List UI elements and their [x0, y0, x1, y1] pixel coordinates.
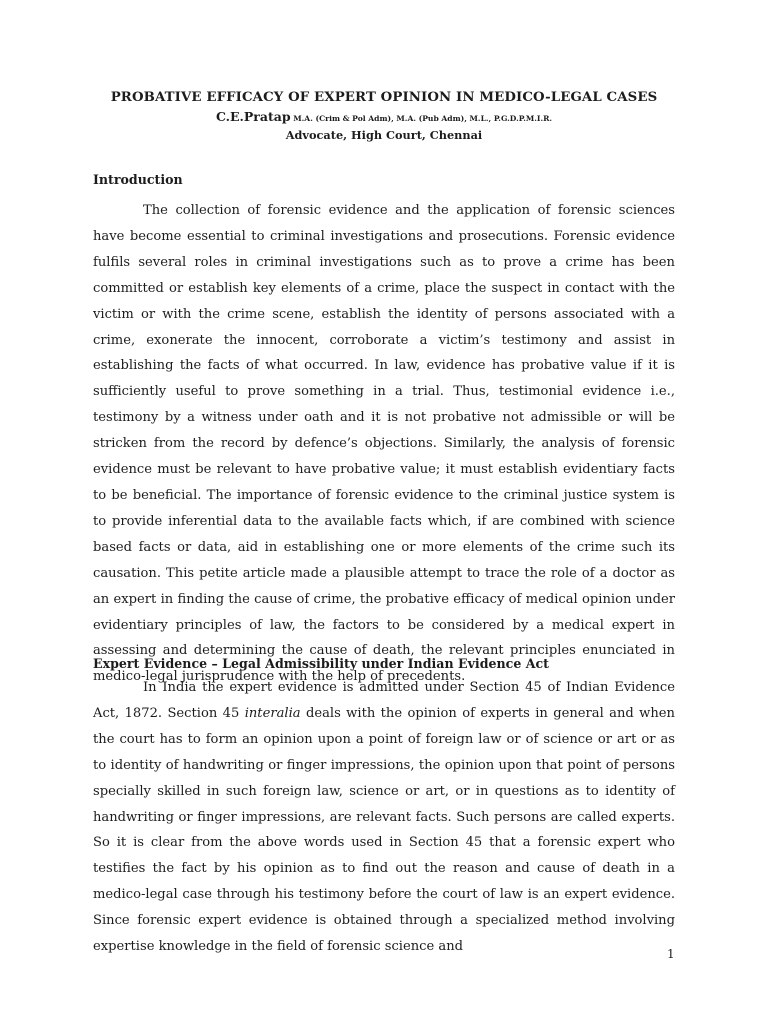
section-heading-expert-evidence: Expert Evidence – Legal Admissibility under Indian Evidence Act [93, 656, 550, 671]
section-heading-introduction: Introduction [93, 172, 183, 187]
paragraph-text-start: In India the expert evidence is admitted under Section 45 of Indian Evidence Act, 1872. Section 45 [93, 680, 675, 721]
author-line [0, 110, 768, 126]
introduction-paragraph: The collection of forensic evidence and the application of forensic sciences have become essential to criminal investigations and prosecutions. Forensic evidence fulfils several roles in criminal investigations such as to prove a crime has been committed or establish key elements of a crime, place the suspect in contact with the victim or with the crime scene, establish the identity of persons associated with a crime, exonerate the innocent, corroborate a victim’s testimony and assist in establishing the facts of what occurred. In law, evidence has probative value if it is sufficiently useful to prove something in a trial. Thus, testimonial evidence i.e., testimony by a witness under oath and it is not probative not admissible or will be stricken from the record by defence’s objections. Similarly, the analysis of forensic evidence must be relevant to have probative value; it must establish evidentiary facts to be beneficial. The importance of forensic evidence to the criminal justice system is to provide inferential data to the available facts which, if are combined with science based facts or data, aid in establishing one or more elements of the crime such its causation. This petite article made a plausible attempt to trace the role of a doctor as an expert in finding the cause of crime, the probative efficacy of medical opinion under evidentiary principles of law, the factors to be considered by a medical expert in assessing and determining the cause of death, the relevant principles enunciated in medico-legal jurisprudence with the help of precedents. [93, 203, 675, 685]
author-name: C.E.Pratap [215, 109, 291, 124]
page-number: 1 [667, 947, 675, 961]
italic-term: interalia [244, 705, 301, 721]
author-qualifications: M.A. (Crim & Pol Adm), M.A. (Pub Adm), M.L., P.G.D.P.M.I.R. [290, 114, 553, 123]
paragraph-text-rest: deals with the opinion of experts in general and when the court has to form an opinion upon a point of foreign law or of science or art or as to identity of handwriting or finger impressions, the opinion upon that point of persons specially skilled in such foreign law, science or art, or in questions as to identity of handwriting or finger impressions, are relevant facts. Such persons are called experts. So it is clear from the above words used in Section 45 that a forensic expert who testifies the fact by his opinion as to find out the reason and cause of death in a medico-legal case through his testimony before the court of law is an expert evidence. Since forensic expert evidence is obtained through a specialized method involving expertise knowledge in the field of forensic science and [93, 705, 675, 955]
author-affiliation: Advocate, High Court, Chennai [285, 128, 483, 142]
document-title: PROBATIVE EFFICACY OF EXPERT OPINION IN MEDICO-LEGAL CASES [110, 90, 658, 105]
expert-evidence-paragraph [93, 675, 675, 960]
